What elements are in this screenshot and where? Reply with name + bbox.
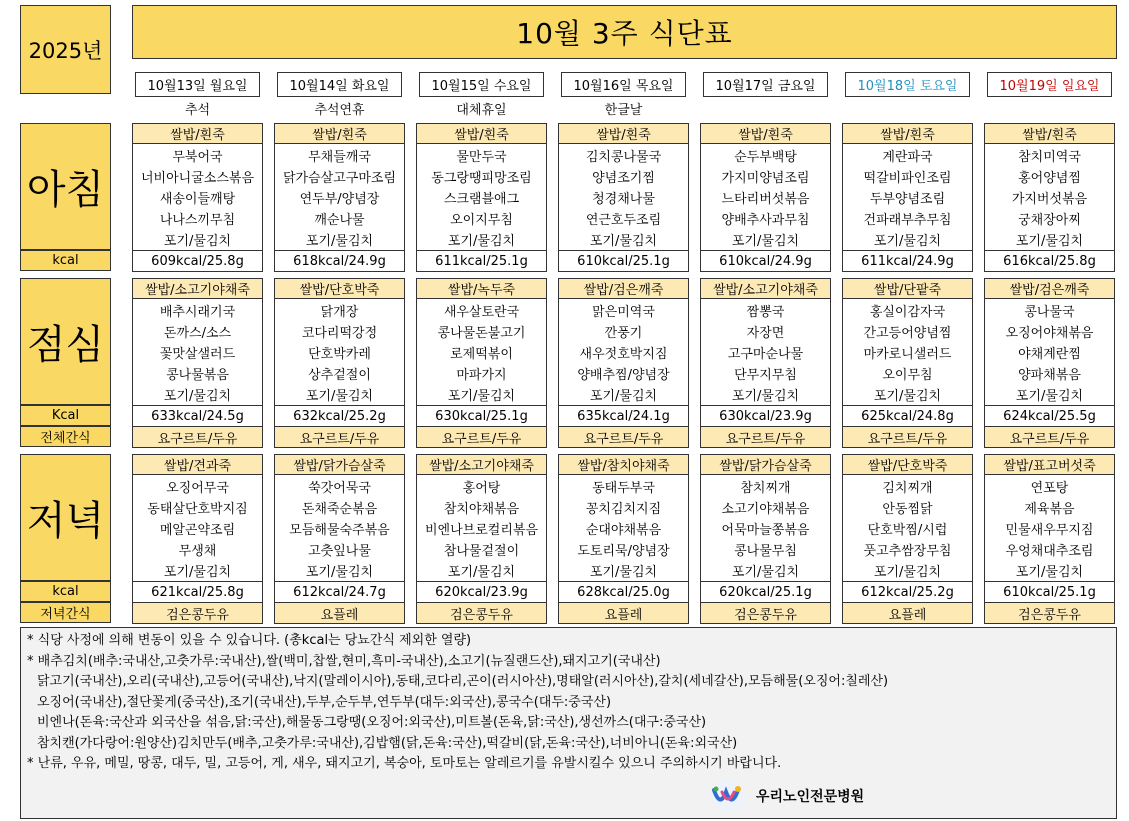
lunch-column [132, 278, 263, 448]
dish-item: 포기/물김치 [447, 389, 516, 404]
snack-value: 요플레 [274, 603, 405, 624]
snack-value: 요구르트/두유 [416, 427, 547, 448]
dish-item: 참치미역국 [1018, 150, 1081, 165]
dish-item: 단호박카레 [308, 347, 371, 362]
dish-item: 물만두국 [456, 150, 507, 165]
day-header: 10월19일 일요일 [987, 72, 1112, 97]
kcal-value: 624kcal/25.5g [984, 406, 1115, 427]
lunch-column [416, 278, 547, 448]
meal-header: 쌀밥/참치야채죽 [558, 454, 689, 475]
dish-item: 포기/물김치 [163, 234, 232, 249]
dish-list [558, 144, 689, 251]
kcal-value: 612kcal/25.2g [842, 582, 973, 603]
dish-item: 비엔나브로컬리볶음 [424, 523, 539, 538]
meal-header: 쌀밥/흰죽 [416, 123, 547, 144]
dish-list [132, 144, 263, 251]
snack-value: 검은콩두유 [132, 603, 263, 624]
dish-item: 단무지무침 [734, 368, 797, 383]
meal-header: 쌀밥/단호박죽 [274, 278, 405, 299]
dish-item: 오징어무국 [166, 481, 229, 496]
dish-item: 순대야채볶음 [585, 523, 662, 538]
dish-item: 참나물겉절이 [443, 544, 520, 559]
note-line: * 난류, 우유, 메밀, 땅콩, 대두, 밀, 고등어, 게, 새우, 돼지고기, 복숭아, 토마토는 알레르기를 유발시킬수 있으니 주의하시기 바랍니다. [27, 756, 782, 771]
dish-item: 소고기야채볶음 [721, 502, 810, 517]
dish-item: 로제떡볶이 [450, 347, 513, 362]
kcal-label-lunch: Kcal [20, 405, 111, 426]
dish-item: 홍어탕 [462, 481, 501, 496]
kcal-value: 621kcal/25.8g [132, 582, 263, 603]
kcal-value: 612kcal/24.7g [274, 582, 405, 603]
meal-header: 쌀밥/흰죽 [274, 123, 405, 144]
dish-list [132, 475, 263, 582]
dish-item: 도토리묵/양념장 [577, 544, 670, 559]
dish-item: 포기/물김치 [163, 389, 232, 404]
meal-header: 쌀밥/닭가슴살죽 [274, 454, 405, 475]
kcal-label-dinner: kcal [20, 581, 111, 602]
dish-list [984, 299, 1115, 406]
note-line: 비엔나(돈육:국산과 외국산을 섞음,닭:국산),해물동그랑땡(오징어:외국산),미트볼(돈육,닭:국산),생선까스(대구:중국산) [37, 715, 707, 730]
dish-item: 떡갈비파인조림 [863, 171, 952, 186]
dish-item: 무채들깨국 [308, 150, 371, 165]
dish-list [558, 299, 689, 406]
dish-item: 포기/물김치 [447, 234, 516, 249]
dish-list [274, 475, 405, 582]
meal-header: 쌀밥/표고버섯죽 [984, 454, 1115, 475]
dish-list [842, 144, 973, 251]
dish-item: 어묵마늘쫑볶음 [721, 523, 810, 538]
kcal-value: 611kcal/25.1g [416, 251, 547, 272]
meal-header: 쌀밥/흰죽 [558, 123, 689, 144]
snack-value: 검은콩두유 [984, 603, 1115, 624]
holiday-label: 대체휴일 [456, 102, 507, 118]
dish-item: 깨순나물 [314, 213, 365, 228]
dish-item: 닭개장 [320, 305, 359, 320]
dish-item: 콩나물무침 [734, 544, 797, 559]
dish-item: 쑥갓어묵국 [308, 481, 371, 496]
dish-item: 포기/물김치 [731, 389, 800, 404]
note-line: * 배추김치(배추:국내산,고춧가루:국내산),쌀(백미,찹쌀,현미,흑미-국내산),소고기(뉴질랜드산),돼지고기(국내산) [27, 653, 661, 669]
dish-item: 홍실이감자국 [869, 305, 946, 320]
dish-item: 코다리떡강정 [301, 326, 378, 341]
lunch-column [842, 278, 973, 448]
lunch-column [984, 278, 1115, 448]
kcal-label-breakfast: kcal [20, 250, 111, 271]
kcal-value: 618kcal/24.9g [274, 251, 405, 272]
dinner-column [132, 454, 263, 624]
dish-item: 연두부/양념장 [299, 192, 380, 207]
dinner-column [984, 454, 1115, 624]
kcal-value: 609kcal/25.8g [132, 251, 263, 272]
kcal-value: 620kcal/23.9g [416, 582, 547, 603]
dish-item: 포기/물김치 [731, 234, 800, 249]
dish-list [700, 144, 831, 251]
dish-item: 포기/물김치 [589, 565, 658, 580]
kcal-value: 616kcal/25.8g [984, 251, 1115, 272]
dish-item: 꽃맛살샐러드 [159, 347, 236, 362]
dish-item: 동태두부국 [592, 481, 655, 496]
dish-item: 깐풍기 [604, 326, 643, 341]
day-header: 10월13일 월요일 [135, 72, 260, 97]
lunch-column [700, 278, 831, 448]
dish-item: 양파채볶음 [1018, 368, 1081, 383]
day-header: 10월16일 목요일 [561, 72, 686, 97]
day-header: 10월18일 토요일 [845, 72, 970, 97]
dish-item: 오징어야채볶음 [1005, 326, 1094, 341]
dish-item: 안동찜닭 [882, 502, 933, 517]
holiday-label: 추석 [184, 102, 211, 118]
meal-header: 쌀밥/닭가슴살죽 [700, 454, 831, 475]
day-header: 10월14일 화요일 [277, 72, 402, 97]
dish-item: 홍어양념찜 [1018, 171, 1081, 186]
dish-item: 포기/물김치 [873, 389, 942, 404]
dish-item: 짬뽕국 [746, 305, 785, 320]
dish-item: 꽁치김치지짐 [585, 502, 662, 517]
dish-list [842, 299, 973, 406]
dish-list [416, 475, 547, 582]
dinner-column [416, 454, 547, 624]
year-label: 2025년 [20, 5, 111, 94]
dish-item: 동그랑땡피망조림 [431, 171, 532, 186]
dish-item: 자장면 [746, 326, 785, 341]
day-header: 10월15일 수요일 [419, 72, 544, 97]
note-line: 닭고기(국내산),오리(국내산),고등어(국내산),낙지(말레이시아),동태,코다리,곤이(러시아산),명태알(러시아산),갈치(세네갈산),모듬해물(오징어:칠레산) [37, 674, 889, 689]
kcal-value: 610kcal/24.9g [700, 251, 831, 272]
meal-header: 쌀밥/소고기야채죽 [132, 278, 263, 299]
breakfast-column [842, 123, 973, 272]
dish-list [274, 144, 405, 251]
breakfast-column [558, 123, 689, 272]
dish-item: 민물새우무지짐 [1005, 523, 1094, 538]
dish-item: 양배추찜/양념장 [577, 368, 670, 383]
breakfast-column [132, 123, 263, 272]
meal-header: 쌀밥/흰죽 [132, 123, 263, 144]
dish-item: 참치야채볶음 [443, 502, 520, 517]
dish-item: 연근호두조림 [585, 213, 662, 228]
note-line: 참치캔(가다랑어:원양산)김치만두(배추,고춧가루:국내산),김밥햄(닭,돈육:국산),떡갈비(닭,돈육:국산),너비아니(돈육:외국산) [37, 735, 738, 751]
kcal-value: 630kcal/25.1g [416, 406, 547, 427]
dish-item: 고춧잎나물 [308, 544, 371, 559]
hospital-logo-icon [708, 778, 748, 814]
dish-list [416, 299, 547, 406]
dish-item: 단호박찜/시럽 [867, 523, 948, 538]
dish-item: 김치찌개 [882, 481, 933, 496]
dish-item: 김치콩나물국 [585, 150, 662, 165]
dish-item: 새우젓호박지짐 [579, 347, 668, 362]
dish-item: 계란파국 [882, 150, 933, 165]
dish-item: 콩나물돈불고기 [437, 326, 526, 341]
dish-item: 포기/물김치 [1015, 389, 1084, 404]
dish-item: 포기/물김치 [589, 234, 658, 249]
dish-list [700, 299, 831, 406]
page-title: 10월 3주 식단표 [132, 5, 1117, 59]
meal-label-dinner: 저녁 [20, 454, 111, 581]
dish-item: 배추시래기국 [159, 305, 236, 320]
meal-header: 쌀밥/단팥죽 [842, 278, 973, 299]
lunch-column [558, 278, 689, 448]
note-line: 오징어(국내산),절단꽃게(중국산),조기(국내산),두부,순두부,연두부(대두:외국산),콩국수(대두:중국산) [37, 694, 612, 710]
holiday-label: 한글날 [604, 102, 643, 118]
snack-value: 요구르트/두유 [700, 427, 831, 448]
dinner-column [842, 454, 973, 624]
breakfast-column [700, 123, 831, 272]
dish-list [700, 475, 831, 582]
dish-item: 순두부백탕 [734, 150, 797, 165]
dish-item: 맑은미역국 [592, 305, 655, 320]
kcal-value: 610kcal/25.1g [984, 582, 1115, 603]
kcal-value: 632kcal/25.2g [274, 406, 405, 427]
dish-item: 오이지무침 [450, 213, 513, 228]
dish-item: 포기/물김치 [873, 234, 942, 249]
snack-value: 검은콩두유 [700, 603, 831, 624]
meal-header: 쌀밥/견과죽 [132, 454, 263, 475]
kcal-value: 635kcal/24.1g [558, 406, 689, 427]
dish-item: 청경채나물 [592, 192, 655, 207]
hospital-name: 우리노인전문병원 [756, 789, 865, 805]
meal-header: 쌀밥/흰죽 [842, 123, 973, 144]
dish-item: 양념조기찜 [592, 171, 655, 186]
kcal-value: 630kcal/23.9g [700, 406, 831, 427]
meal-label-lunch: 점심 [20, 278, 111, 405]
dish-item: 새우살토란국 [443, 305, 520, 320]
dish-item: 포기/물김치 [305, 389, 374, 404]
snack-label-dinner: 저녁간식 [20, 602, 111, 623]
meal-header: 쌀밥/소고기야채죽 [416, 454, 547, 475]
dish-item: 동태살단호박지짐 [147, 502, 248, 517]
dish-item: 메알곤약조림 [159, 523, 236, 538]
dish-item: 제육볶음 [1024, 502, 1075, 517]
dish-item: 오이무침 [882, 368, 933, 383]
dish-item: 너비아니굴소스볶음 [140, 171, 255, 186]
kcal-value: 611kcal/24.9g [842, 251, 973, 272]
dish-item: 나나스끼무침 [159, 213, 236, 228]
dish-item: 콩나물볶음 [166, 368, 229, 383]
dish-item: 느타리버섯볶음 [721, 192, 810, 207]
dish-item: 참치찌개 [740, 481, 791, 496]
dish-item: 우엉채대추조림 [1005, 544, 1094, 559]
dish-item: 건파래부추무침 [863, 213, 952, 228]
dish-item: 스크램블애그 [443, 192, 520, 207]
meal-header: 쌀밥/검은깨죽 [984, 278, 1115, 299]
breakfast-column [984, 123, 1115, 272]
holiday-label: 추석연휴 [314, 102, 365, 118]
snack-value: 요구르트/두유 [984, 427, 1115, 448]
notes-panel [20, 627, 1117, 819]
dish-item: 가지미양념조림 [721, 171, 810, 186]
meal-header: 쌀밥/소고기야채죽 [700, 278, 831, 299]
snack-value: 요구르트/두유 [132, 427, 263, 448]
dish-item: 새송이들깨탕 [159, 192, 236, 207]
dish-item: 마카로니샐러드 [863, 347, 952, 362]
kcal-value: 625kcal/24.8g [842, 406, 973, 427]
meal-header: 쌀밥/녹두죽 [416, 278, 547, 299]
dish-item: 포기/물김치 [305, 565, 374, 580]
dish-item: 가지버섯볶음 [1011, 192, 1088, 207]
dish-list [984, 475, 1115, 582]
dish-item: 포기/물김치 [1015, 234, 1084, 249]
snack-value: 요플레 [842, 603, 973, 624]
dish-item: 간고등어양념찜 [863, 326, 952, 341]
dish-list [416, 144, 547, 251]
meal-label-breakfast: 아침 [20, 123, 111, 250]
dish-item: 상추겉절이 [308, 368, 371, 383]
dish-item: 고구마순나물 [727, 347, 804, 362]
day-header: 10월17일 금요일 [703, 72, 828, 97]
dish-item: 무생채 [178, 544, 217, 559]
dish-item: 포기/물김치 [589, 389, 658, 404]
dish-list [984, 144, 1115, 251]
dish-list [558, 475, 689, 582]
kcal-value: 620kcal/25.1g [700, 582, 831, 603]
dish-item: 야채계란찜 [1018, 347, 1081, 362]
holiday-label [987, 97, 1112, 119]
hospital-logo [708, 778, 864, 814]
dish-list [842, 475, 973, 582]
dish-item: 풋고추쌈장무침 [863, 544, 952, 559]
meal-header: 쌀밥/단호박죽 [842, 454, 973, 475]
dish-list [132, 299, 263, 406]
dish-item: 모듬해물숙주볶음 [289, 523, 390, 538]
dish-item: 포기/물김치 [305, 234, 374, 249]
kcal-value: 633kcal/24.5g [132, 406, 263, 427]
dish-item: 포기/물김치 [1015, 565, 1084, 580]
meal-header: 쌀밥/흰죽 [700, 123, 831, 144]
dish-item: 콩나물국 [1024, 305, 1075, 320]
kcal-value: 610kcal/25.1g [558, 251, 689, 272]
snack-value: 요구르트/두유 [558, 427, 689, 448]
snack-value: 요구르트/두유 [842, 427, 973, 448]
dish-item: 포기/물김치 [731, 565, 800, 580]
dish-item: 양배추사과무침 [721, 213, 810, 228]
holiday-label [845, 97, 970, 119]
breakfast-column [416, 123, 547, 272]
snack-value: 요구르트/두유 [274, 427, 405, 448]
note-line: * 식당 사정에 의해 변동이 있을 수 있습니다. (총kcal는 당뇨간식 제외한 열량) [27, 633, 472, 648]
holiday-label [703, 97, 828, 119]
breakfast-column [274, 123, 405, 272]
meal-header: 쌀밥/흰죽 [984, 123, 1115, 144]
dish-item: 돈까스/소스 [163, 326, 232, 341]
kcal-value: 628kcal/25.0g [558, 582, 689, 603]
dish-item: 궁채장아찌 [1018, 213, 1081, 228]
dish-item: 포기/물김치 [873, 565, 942, 580]
dinner-column [700, 454, 831, 624]
dish-item: 마파가지 [456, 368, 507, 383]
dish-list [274, 299, 405, 406]
dish-item: 연포탕 [1030, 481, 1069, 496]
dish-item: 포기/물김치 [163, 565, 232, 580]
dish-item: 돈채죽순볶음 [301, 502, 378, 517]
dish-item: 무북어국 [172, 150, 223, 165]
meal-header: 쌀밥/검은깨죽 [558, 278, 689, 299]
snack-value: 요플레 [558, 603, 689, 624]
dinner-column [274, 454, 405, 624]
snack-value: 검은콩두유 [416, 603, 547, 624]
lunch-column [274, 278, 405, 448]
dish-item: 두부양념조림 [869, 192, 946, 207]
snack-label-all: 전체간식 [20, 426, 111, 447]
dish-item: 닭가슴살고구마조림 [282, 171, 397, 186]
dish-item: 포기/물김치 [447, 565, 516, 580]
dinner-column [558, 454, 689, 624]
